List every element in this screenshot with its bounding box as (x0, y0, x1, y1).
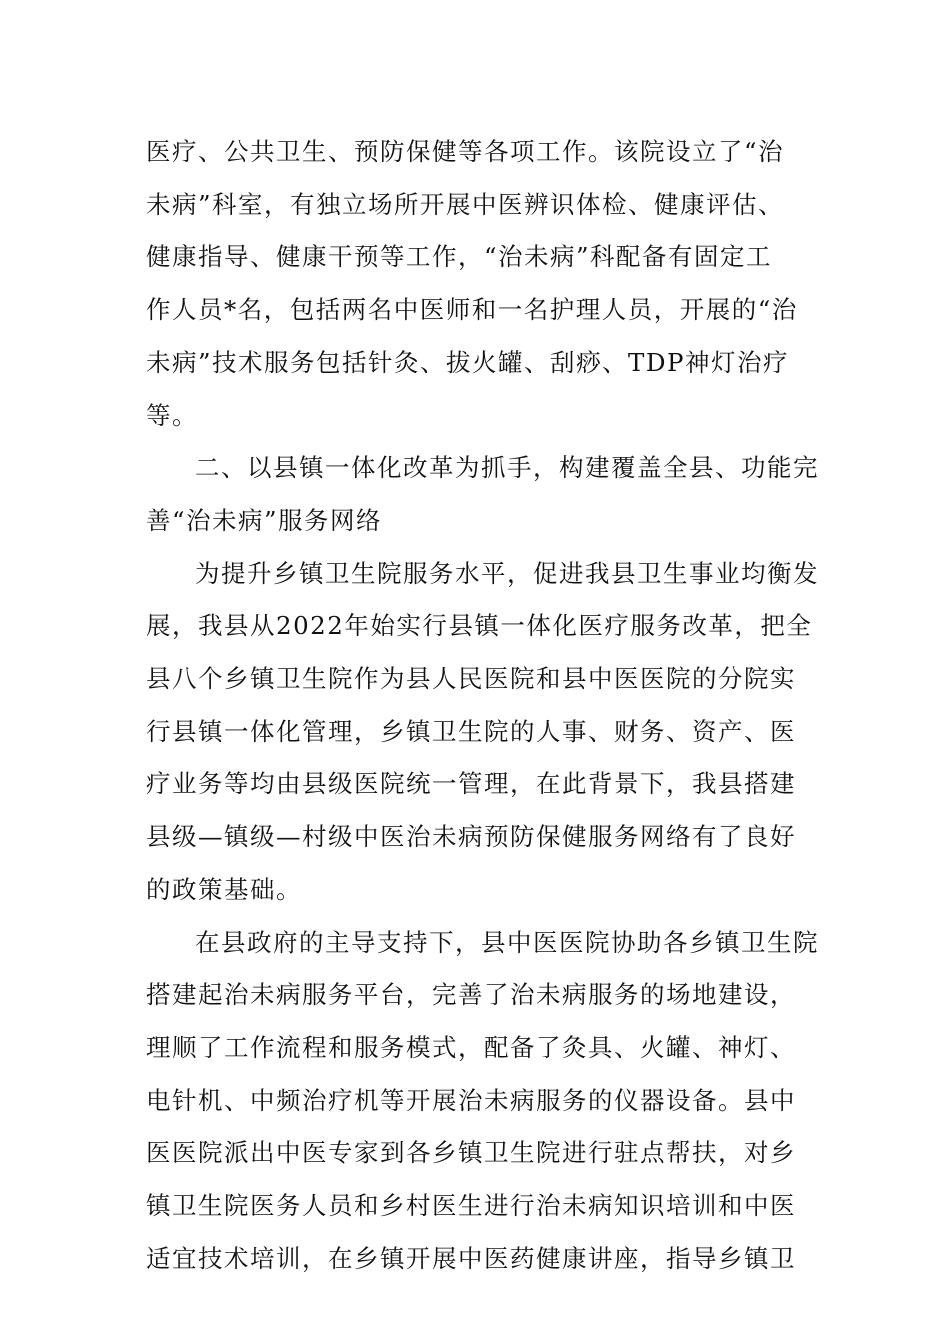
body-text (146, 126, 819, 1285)
text-line: 行县镇一体化管理，乡镇卫生院的人事、财务、资产、医 (146, 716, 796, 746)
text-line: 未病”技术服务包括针灸、拔火罐、刮痧、TDP神灯治疗 (146, 347, 789, 377)
text-line: 二、以县镇一体化改革为抓手，构建覆盖全县、功能完 (195, 453, 819, 483)
text-line: 镇卫生院医务人员和乡村医生进行治未病知识培训和中医 (146, 1191, 796, 1221)
text-line: 展，我县从2022年始实行县镇一体化医疗服务改革，把全 (146, 611, 813, 641)
text-line: 未病”科室，有独立场所开展中医辨识体检、健康评估、 (146, 189, 785, 219)
text-line: 等。 (146, 400, 198, 430)
text-line: 在县政府的主导支持下，县中医医院协助各乡镇卫生院 (195, 927, 819, 957)
text-line: 医医院派出中医专家到各乡镇卫生院进行驻点帮扶，对乡 (146, 1138, 796, 1168)
text-line: 医疗、公共卫生、预防保健等各项工作。该院设立了“治 (146, 137, 785, 166)
text-line: 电针机、中频治疗机等开展治未病服务的仪器设备。县中 (146, 1085, 796, 1115)
text-line: 适宜技术培训，在乡镇开展中医药健康讲座，指导乡镇卫 (146, 1243, 796, 1273)
paragraph-continuation (146, 126, 810, 442)
text-line: 善“治未病”服务网络 (146, 505, 383, 535)
text-line: 理顺了工作流程和服务模式，配备了灸具、火罐、神灯、 (146, 1032, 796, 1062)
text-line: 作人员*名，包括两名中医师和一名护理人员，开展的“治 (146, 295, 798, 325)
text-line: 疗业务等均由县级医院统一管理，在此背景下，我县搭建 (146, 769, 796, 799)
paragraph-reform (146, 548, 819, 917)
text-line: 县级—镇级—村级中医治未病预防保健服务网络有了良好 (146, 822, 796, 852)
paragraph-platform (146, 917, 819, 1286)
text-line: 为提升乡镇卫生院服务水平，促进我县卫生事业均衡发 (195, 558, 819, 588)
text-line: 县八个乡镇卫生院作为县人民医院和县中医医院的分院实 (146, 664, 796, 694)
text-line: 的政策基础。 (146, 874, 302, 904)
section-heading (146, 442, 819, 547)
text-line: 搭建起治未病服务平台，完善了治未病服务的场地建设， (146, 980, 796, 1010)
text-line: 健康指导、健康干预等工作，“治未病”科配备有固定工 (146, 242, 773, 272)
